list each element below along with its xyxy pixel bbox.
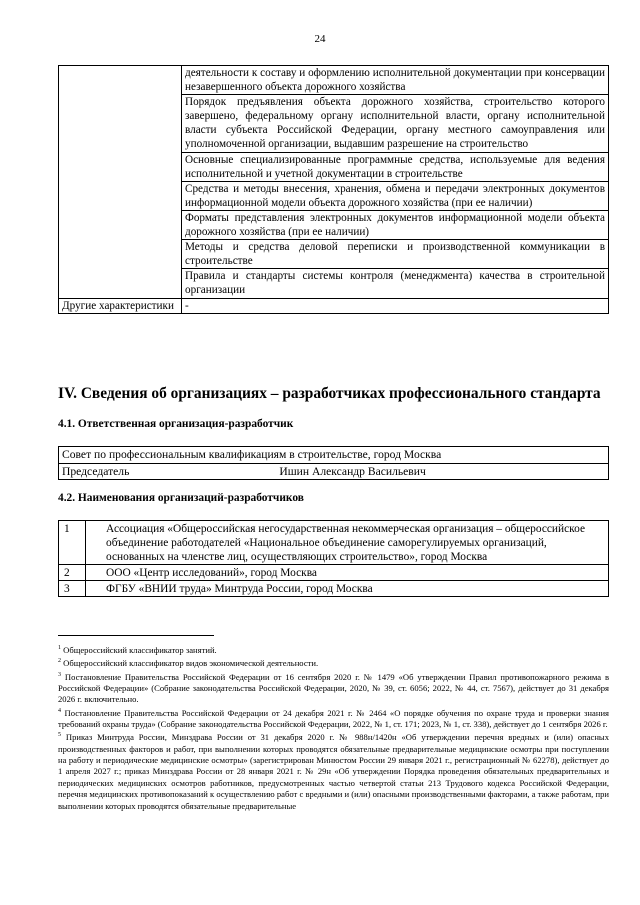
developer-number: 2 — [59, 565, 86, 581]
table-row — [59, 298, 609, 313]
footnote-text: Постановление Правительства Российской Федерации от 24 декабря 2021 г. № 2464 «О порядке обучения по охране труда и проверки знания требований охраны труда» (Собрание законодательства Российской Федерации, 2022, № 1, ст. 171; 2023, № 1, ст. 338), действует до 1 сентября 2026 г. — [58, 707, 609, 729]
other-characteristics-value: - — [182, 298, 609, 313]
knowledge-item: Правила и стандарты системы контроля (менеджмента) качества в строительной организации — [182, 269, 609, 298]
section-4-2-title: 4.2. Наименования организаций-разработчиков — [58, 492, 304, 504]
section-4-title: IV. Сведения об организациях – разработчиках профессионального стандарта — [58, 385, 601, 402]
developer-number: 3 — [59, 581, 86, 597]
footnote — [58, 670, 609, 706]
footnote — [58, 643, 609, 656]
footnote-text: Приказ Минтруда России, Минздрава России от 31 декабря 2020 г. № 988н/1420н «Об утверждении перечня вредных и (или) опасных производственных факторов и работ, при выполнении которых проводятся обязательные предварительные медицинские осмотры при поступлении на работу и периодические медицинские осмотры» (зарегистрирован Минюстом России 29 января 2021 г., регистрационный № 62278), действует до 1 апреля 2027 г.; приказ Минздрава России от 28 января 2021 г. № 29н «Об утверждении Порядка проведения обязательных предварительных и периодических медицинских осмотров работников, предусмотренных частью четвертой статьи 213 Трудового кодекса Российской Федерации, перечня медицинских противопоказаний к осуществлению работ с вредными и (или) опасными производственными факторами, а также работам, при выполнении которых проводятся обязательные предварительные — [58, 732, 609, 811]
knowledge-table — [58, 65, 609, 314]
knowledge-item: Основные специализированные программные средства, используемые для ведения исполнительной и учетной документации в строительстве — [182, 152, 609, 181]
footnote-mark: 2 — [58, 658, 61, 665]
footnote-text: Общероссийский классификатор занятий. — [61, 644, 217, 655]
footnote — [58, 730, 609, 812]
footnote-mark: 3 — [58, 671, 61, 678]
responsible-org-name: Совет по профессиональным квалификациям в строительстве, город Москва — [59, 447, 609, 464]
developer-name: Ассоциация «Общероссийская негосударственная некоммерческая организация – общероссийское объединение работодателей «Национальное объединение саморегулируемых организаций, основанных на членстве лиц, осуществляющих строительство», город Москва — [86, 521, 609, 565]
footnote-divider — [58, 635, 214, 636]
footnote-mark: 4 — [58, 707, 61, 714]
knowledge-item: Методы и средства деловой переписки и производственной коммуникации в строительстве — [182, 240, 609, 269]
footnote-text: Общероссийский классификатор видов экономической деятельности. — [61, 658, 319, 669]
knowledge-label-cell — [59, 66, 182, 299]
head-name: Ишин Александр Васильевич — [279, 464, 426, 478]
responsible-org-head — [59, 463, 609, 480]
page-number: 24 — [314, 33, 326, 45]
table-row — [59, 565, 609, 581]
knowledge-item: Средства и методы внесения, хранения, обмена и передачи электронных документов информационной модели объекта дорожного хозяйства (при ее наличии) — [182, 181, 609, 210]
table-row — [59, 581, 609, 597]
footnote-mark: 5 — [58, 732, 61, 739]
footnote-mark: 1 — [58, 645, 61, 651]
developer-name: ООО «Центр исследований», город Москва — [86, 565, 609, 581]
section-4-1-title: 4.1. Ответственная организация-разработчик — [58, 418, 294, 430]
table-row — [59, 66, 609, 95]
developers-table — [58, 520, 609, 597]
developer-number: 1 — [59, 521, 86, 565]
table-row — [59, 447, 609, 464]
footnote-text: Постановление Правительства Российской Федерации от 16 сентября 2020 г. № 1479 «Об утверждении Правил противопожарного режима в Российской Федерации» (Собрание законодательства Российской Федерации, 2020, № 39, ст. 6056; 2022, № 44, ст. 7567), действует до 31 декабря 2026 г. включительно. — [58, 671, 609, 705]
head-role: Председатель — [62, 464, 130, 478]
footnote — [58, 656, 609, 669]
table-row — [59, 521, 609, 565]
knowledge-item: Форматы представления электронных документов информационной модели объекта дорожного хозяйства (при ее наличии) — [182, 210, 609, 239]
knowledge-item: Порядок предъявления объекта дорожного хозяйства, строительство которого завершено, федеральному органу исполнительной власти, органу исполнительной власти субъекта Российской Федерации, органу местного самоуправления или уполномоченной организации, выдавшим разрешение на строительство — [182, 95, 609, 152]
developer-name: ФГБУ «ВНИИ труда» Минтруда России, город Москва — [86, 581, 609, 597]
other-characteristics-label: Другие характеристики — [59, 298, 182, 313]
footnote — [58, 706, 609, 731]
responsible-org-table — [58, 446, 609, 480]
footnotes — [58, 643, 609, 812]
knowledge-item: деятельности к составу и оформлению исполнительной документации при консервации незавершенного объекта дорожного хозяйства — [182, 66, 609, 95]
table-row — [59, 463, 609, 480]
